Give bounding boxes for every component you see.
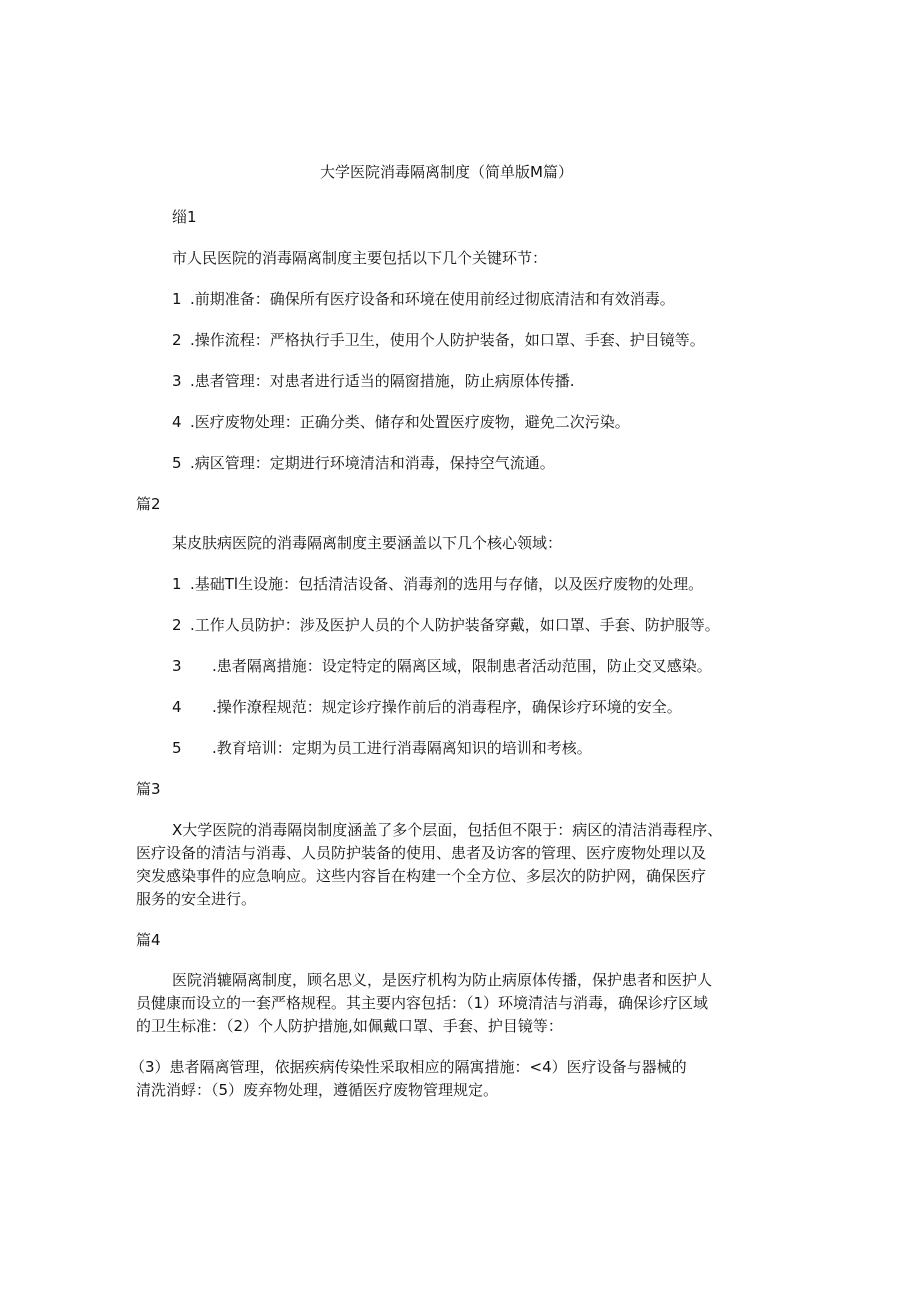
list-item-number: 3: [172, 372, 182, 390]
paragraph-line: 的卫生标准：（2）个人防护措施,如佩戴口罩、手套、护目镜等：: [136, 1017, 563, 1035]
list-item: .患者管理：对患者进行适当的隔窗措施，防止病原体传播.: [190, 372, 575, 390]
paragraph-line: 员健康而设立的一套严格规程。其主要内容包括：（1）环境清洁与消毒，确保诊疗区域: [136, 994, 709, 1012]
section-intro: 某皮肤病医院的消毒隔离制度主要涵盖以下几个核心领域：: [172, 534, 563, 552]
list-item-number: 4: [172, 413, 182, 431]
section-heading: 缁1: [172, 208, 197, 226]
list-item-number: 5: [172, 739, 182, 757]
paragraph-line: 服务的安全进行。: [136, 890, 257, 908]
list-item: .操作流程：严格执行手卫生，使用个人防护装备，如口罩、手套、护目镜等。: [190, 331, 705, 349]
paragraph-line: （3）患者隔离管理，依据疾病传染性采取相应的隔寓措施：<4）医疗设备与器械的: [130, 1058, 687, 1076]
list-item: .前期准备：确保所有医疗设备和环境在使用前经过彻底清洁和有效消毒。: [190, 290, 675, 308]
paragraph-line: X大学医院的消毒隔岗制度涵盖了多个层面，包括但不限于：病区的清洁消毒程序、: [172, 821, 723, 839]
list-item: .基础Tl生设施：包括清洁设备、消毒剂的选用与存储，以及医疗废物的处理。: [190, 575, 704, 593]
document-title: 大学医院消毒隔离制度（简单版M篇）: [320, 163, 573, 181]
section-heading: 篇2: [136, 495, 161, 513]
list-item: .操作潦程规范：规定诊疗操作前后的消毒程序，确保诊疗环境的安全。: [212, 698, 682, 716]
list-item-number: 1: [172, 290, 182, 308]
list-item: .教育培训：定期为员工进行消毒隔离知识的培训和考核。: [212, 739, 592, 757]
list-item-number: 2: [172, 616, 182, 634]
paragraph-line: 清洗消蜉：（5）废弃物处理，遵循医疗废物管理规定。: [136, 1081, 499, 1099]
list-item-number: 1: [172, 575, 182, 593]
list-item: .医疗废物处理：正确分类、储存和处置医疗废物，避免二次污染。: [190, 413, 630, 431]
paragraph-line: 医院消辘隔离制度，顾名思义，是医疗机构为防止病原体传播，保护患者和医护人: [172, 971, 713, 989]
list-item: .患者隔离措施：设定特定的隔离区域，限制患者活动范围，防止交叉感染。: [212, 657, 712, 675]
section-heading: 篇3: [136, 780, 161, 798]
section-intro: 市人民医院的消毒隔离制度主要包括以下几个关键环节：: [172, 249, 548, 267]
section-heading: 篇4: [136, 931, 161, 949]
list-item-number: 5: [172, 454, 182, 472]
paragraph-line: 医疗设备的清洁与消毒、人员防护装备的使用、患者及访客的管理、医疗废物处理以及: [136, 844, 707, 862]
list-item-number: 2: [172, 331, 182, 349]
paragraph-line: 突发感染事件的应急响应。这些内容旨在构建一个全方位、多层次的防护网，确保医疗: [136, 867, 707, 885]
list-item: .工作人员防护：涉及医护人员的个人防护装备穿戴，如口罩、手套、防护服等。: [190, 616, 720, 634]
list-item-number: 4: [172, 698, 182, 716]
list-item: .病区管理：定期进行环境清洁和消毒，保持空气流通。: [190, 454, 555, 472]
list-item-number: 3: [172, 657, 182, 675]
